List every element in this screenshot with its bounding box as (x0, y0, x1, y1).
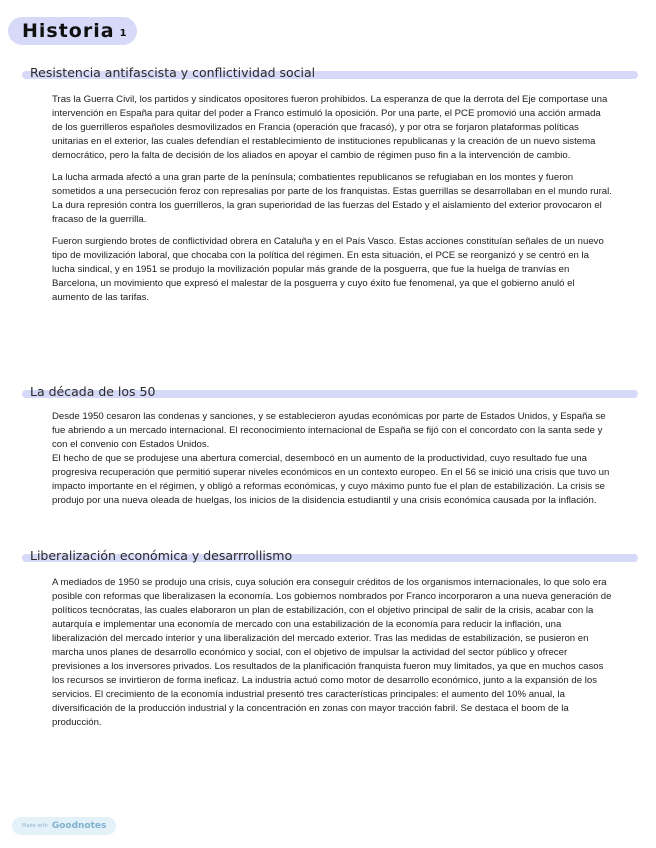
goodnotes-badge (12, 817, 116, 835)
section-heading: La década de los 50 (30, 384, 156, 399)
section-body (52, 93, 612, 305)
paragraph: Desde 1950 cesaron las condenas y sanciones, y se establecieron ayudas económicas por parte de Estados Unidos, y España se fue abriendo a un mercado internacional. El reconocimiento internacional de España se fijó con el concordato con la santa sede y con el convenio con Estados Unidos. (52, 411, 606, 450)
made-with-label: Made with (22, 823, 48, 829)
section-body (52, 576, 612, 730)
paragraph: A mediados de 1950 se produjo una crisis, cuya solución era conseguir créditos de los organismos internacionales, lo que solo era posible con reformas que liberalizasen la economía. Los gobiernos nombrados por Franco incorporaron a una nueva generación de políticos tecnócratas, las cuales elaboraron un plan de estabilización, con el objetivo principal de salir de la crisis, acabar con la autarquía e implementar una economía de mercado con una estabilización de la economía para reducir la inflación, una liberalización del mercado interior y una liberalización del mercado exterior. Tras las medidas de estabilización, se pusieron en marcha unos planes de desarrollo económico y social, con el objetivo de impulsar la actividad del sector público y ofrecer previsiones a los inversores privados. Los resultados de la planificación franquista fueron muy limitados, ya que en muchos casos los recursos se invirtieron de forma ineficaz. La industria actuó como motor de desarrollo económico, junto a la expansión de los servicios. El crecimiento de la economía industrial presentó tres características principales: el aumento del 10% anual, la diversificación de la producción industrial y la concentración en zonas con mayor tracción fabril. Se destaca el boom de la producción. (52, 577, 612, 728)
section-heading: Resistencia antifascista y conflictividad social (30, 65, 316, 80)
section-resistencia (0, 65, 656, 365)
section-heading: Liberalización económica y desarrrollismo (30, 548, 293, 563)
page-number: 1 (119, 28, 127, 39)
brand-logo-text: Goodnotes (51, 821, 107, 831)
section-body (52, 410, 612, 508)
paragraph: Fueron surgiendo brotes de conflictividad obrera en Cataluña y en el País Vasco. Estas acciones constituían señales de un nuevo tipo de movilización laboral, que chocaba con la política del régimen. En esta situación, el PCE se reorganizó y se centró en la lucha sindical, y en 1951 se produjo la movilización popular más grande de la posguerra, que fue la huelga de tranvías en Barcelona, un movimiento que expresó el malestar de la posguerra y cuyo éxito fue fenomenal, ya que el gobierno anuló el aumento de las tarifas. (52, 236, 604, 303)
paragraph: Tras la Guerra Civil, los partidos y sindicatos opositores fueron prohibidos. La esperanza de que la derrota del Eje comportase una intervención en España para quitar del poder a Franco estimuló la oposición. Por una parte, el PCE promovió una acción armada de los guerrilleros españoles desmovilizados en Francia (operación que fracasó), y por otra se forjaron plataformas políticas unitarias en el exterior, las cuales defendían el restablecimiento de instituciones republicanas y la creación de un nuevo sistema democrático, pero la falta de decisión de los aliados en apoyar el cambio de régimen puso fin a la intervención de cambio. (52, 94, 608, 161)
page-title-text: Historia (22, 20, 115, 42)
section-liberalizacion (0, 548, 656, 758)
paragraph: La lucha armada afectó a una gran parte de la península; combatientes republicanos se refugiaban en los montes y fueron sometidos a una persecución feroz con represalias por parte de los franquistas. Estas guerrillas se desarrollaban en el mundo rural. La dura represión contra los guerrilleros, la gran superioridad de las fuerzas del Estado y el aislamiento del exterior provocaron el fracaso de la guerrilla. (52, 172, 612, 225)
section-decada-50 (0, 384, 656, 534)
paragraph: El hecho de que se produjese una abertura comercial, desembocó en un aumento de la productividad, cuyo resultado fue una progresiva recuperación que permitió superar niveles económicos en un contexto europeo. En el 56 se inició una crisis que tuvo un impacto importante en el régimen, y obligó a reformas económicas, y cuyo máximo punto fue el plan de estabilización. La crisis se produjo por una nueva oleada de huelgas, los inicios de la disidencia estudiantil y una crisis económica causada por la inflación. (52, 453, 610, 506)
page-title (8, 17, 137, 45)
